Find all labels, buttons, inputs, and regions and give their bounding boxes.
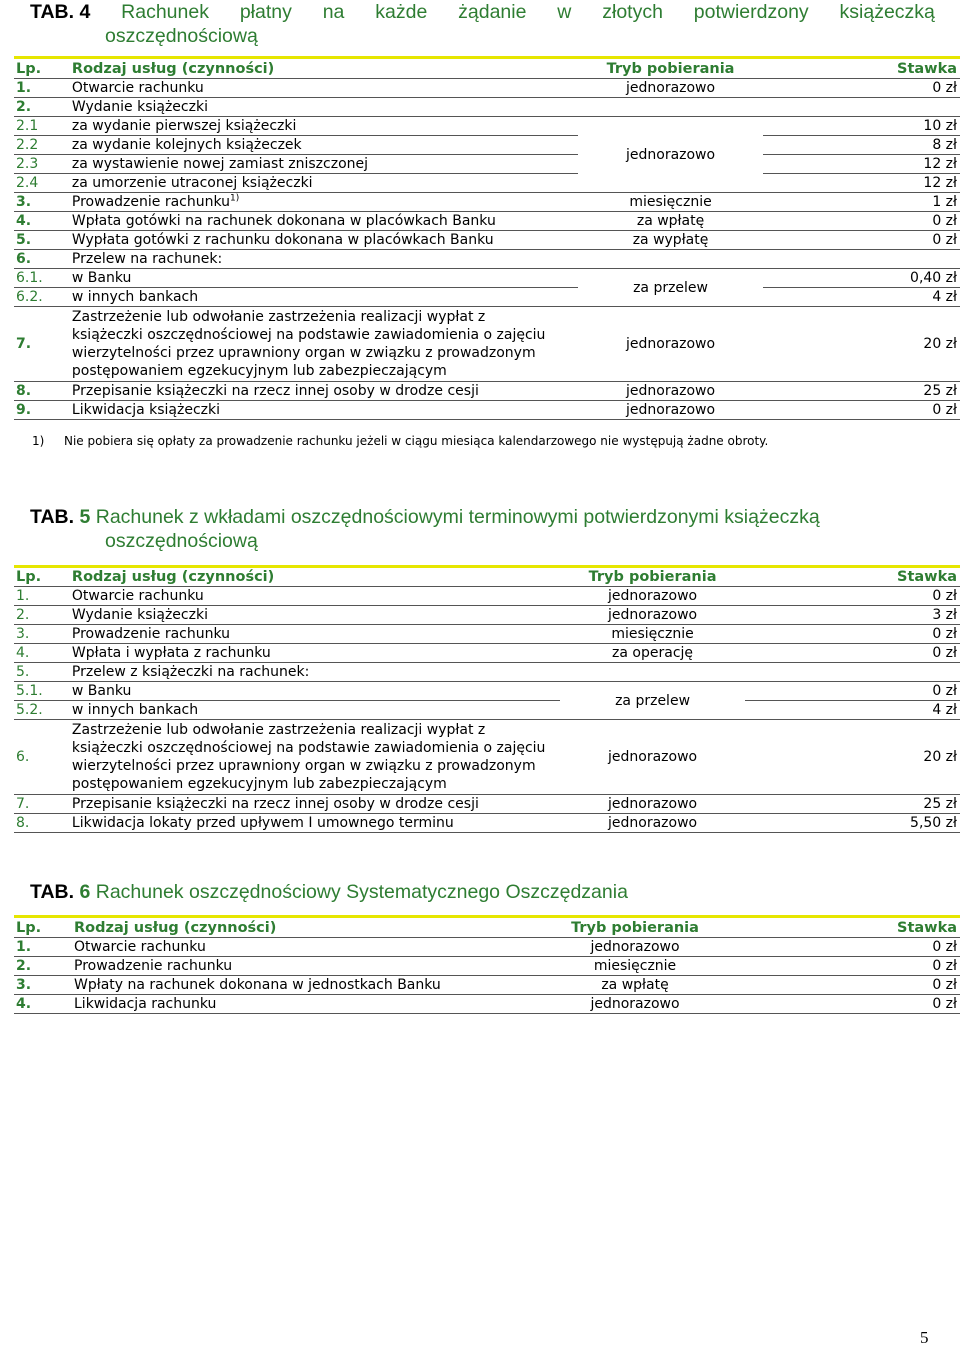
row-service: za umorzenie utraconej książeczki <box>70 174 578 193</box>
row-rate: 5,50 zł <box>745 814 960 833</box>
row-lp: 7. <box>14 795 70 814</box>
row-mode: miesięcznie <box>560 625 746 644</box>
row-rate: 0 zł <box>763 231 960 250</box>
table-row <box>14 250 960 269</box>
row-service: w Banku <box>70 682 560 701</box>
tab6-table <box>14 919 960 1014</box>
row-lp: 4. <box>14 212 70 231</box>
tab5-title-line2: oszczędnościową <box>105 530 258 552</box>
row-rate: 25 zł <box>745 795 960 814</box>
row-service: Wydanie książeczki <box>70 606 560 625</box>
row-rate: 0 zł <box>763 79 960 98</box>
row-mode: jednorazowo <box>578 79 764 98</box>
table-row <box>14 587 960 606</box>
header-lp: Lp. <box>14 60 70 79</box>
row-mode: za wypłatę <box>578 231 764 250</box>
row-service: Zastrzeżenie lub odwołanie zastrzeżenia realizacji wypłat z książeczki oszczędnościowej na podstawie zawiadomienia o zajęciu wierzytelności przez uprawniony organ w związku z prowadzonym postępowaniem egzekucyjnym lub zabezpieczającym <box>70 720 560 795</box>
row-lp: 6. <box>14 250 70 269</box>
row-mode: jednorazowo <box>542 995 728 1014</box>
row-lp: 3. <box>14 193 70 212</box>
table-row <box>14 644 960 663</box>
table-row <box>14 288 960 307</box>
row-mode: jednorazowo <box>560 795 746 814</box>
row-service: Otwarcie rachunku <box>72 938 542 957</box>
header-mode: Tryb pobierania <box>542 919 728 938</box>
header-lp: Lp. <box>14 919 72 938</box>
row-rate: 20 zł <box>763 307 960 382</box>
table-row <box>14 307 960 382</box>
tab6-header-bar <box>14 915 960 918</box>
row-mode <box>560 663 746 682</box>
row-mode: za operację <box>560 644 746 663</box>
row-service: Przelew na rachunek: <box>70 250 578 269</box>
row-rate: 0 zł <box>728 938 960 957</box>
tab5-table <box>14 568 960 833</box>
table-row <box>14 957 960 976</box>
tab4-title-word: płatny <box>239 1 292 23</box>
tab4-title-word: w <box>557 1 572 23</box>
tab6-title-text: Rachunek oszczędnościowy Systematycznego Oszczędzania <box>95 881 628 903</box>
row-service: Likwidacja książeczki <box>70 401 578 420</box>
tab4-title-word: książeczką <box>839 1 935 23</box>
row-rate: 0,40 zł <box>763 269 960 288</box>
row-rate <box>745 663 960 682</box>
row-service: Otwarcie rachunku <box>70 79 578 98</box>
row-lp: 2.3 <box>14 155 70 174</box>
row-service: w Banku <box>70 269 578 288</box>
tab4-title-word: Rachunek <box>121 1 209 23</box>
tab5-title <box>30 505 935 553</box>
row-lp: 6.2. <box>14 288 70 307</box>
table-row <box>14 814 960 833</box>
header-rate: Stawka <box>728 919 960 938</box>
row-lp: 1. <box>14 79 70 98</box>
row-rate <box>763 98 960 117</box>
table-row <box>14 174 960 193</box>
row-lp: 8. <box>14 382 70 401</box>
row-rate: 0 zł <box>763 212 960 231</box>
row-mode-merged: jednorazowo <box>578 117 764 193</box>
row-mode: za wpłatę <box>542 976 728 995</box>
table-row <box>14 231 960 250</box>
row-lp: 5. <box>14 231 70 250</box>
row-mode: jednorazowo <box>560 814 746 833</box>
row-rate: 8 zł <box>763 136 960 155</box>
tab4-header-row <box>14 60 960 79</box>
row-service: Likwidacja lokaty przed upływem I umownego terminu <box>70 814 560 833</box>
row-lp: 5. <box>14 663 70 682</box>
row-rate: 12 zł <box>763 174 960 193</box>
table-row <box>14 401 960 420</box>
row-lp: 2. <box>14 606 70 625</box>
tab4-title-word: na <box>322 1 345 23</box>
table-row <box>14 938 960 957</box>
table-row <box>14 995 960 1014</box>
row-service: Otwarcie rachunku <box>70 587 560 606</box>
row-mode: jednorazowo <box>560 587 746 606</box>
table-row <box>14 606 960 625</box>
footnote-text: Nie pobiera się opłaty za prowadzenie rachunku jeżeli w ciągu miesiąca kalendarzowego nie występują żadne obroty. <box>64 434 769 448</box>
table-row <box>14 382 960 401</box>
row-lp: 2.1 <box>14 117 70 136</box>
row-mode-merged: za przelew <box>578 269 764 307</box>
row-service: Prowadzenie rachunku <box>70 625 560 644</box>
table-row <box>14 701 960 720</box>
tab4-number: TAB. 4 <box>30 1 91 23</box>
row-lp: 9. <box>14 401 70 420</box>
row-service: Prowadzenie rachunku <box>72 957 542 976</box>
header-service: Rodzaj usług (czynności) <box>70 568 560 587</box>
tab4-title <box>30 0 935 48</box>
tab4-title-word: potwierdzony <box>693 1 809 23</box>
table-row <box>14 212 960 231</box>
row-mode: jednorazowo <box>542 938 728 957</box>
tab6-num: 6 <box>79 881 91 903</box>
row-mode: miesięcznie <box>542 957 728 976</box>
row-rate: 25 zł <box>763 382 960 401</box>
table-row <box>14 269 960 288</box>
header-mode: Tryb pobierania <box>560 568 746 587</box>
footnote-ref: 1) <box>230 193 240 204</box>
row-lp: 5.1. <box>14 682 70 701</box>
row-mode: jednorazowo <box>578 401 764 420</box>
row-rate: 0 zł <box>728 995 960 1014</box>
tab5-number: TAB. <box>30 506 75 528</box>
tab4-table <box>14 60 960 420</box>
row-lp: 6.1. <box>14 269 70 288</box>
tab5-title-line1: Rachunek z wkładami oszczędnościowymi terminowymi potwierdzonymi książeczką <box>95 506 820 528</box>
row-lp: 2. <box>14 957 72 976</box>
row-lp: 6. <box>14 720 70 795</box>
table-row <box>14 795 960 814</box>
row-rate: 4 zł <box>745 701 960 720</box>
row-mode: za wpłatę <box>578 212 764 231</box>
header-mode: Tryb pobierania <box>578 60 764 79</box>
tab4-title-line2: oszczędnościową <box>105 25 258 47</box>
table-row <box>14 136 960 155</box>
row-rate: 0 zł <box>745 625 960 644</box>
row-service: Likwidacja rachunku <box>72 995 542 1014</box>
row-lp: 3. <box>14 976 72 995</box>
row-lp: 2.2 <box>14 136 70 155</box>
header-service: Rodzaj usług (czynności) <box>70 60 578 79</box>
row-service: Wpłata gotówki na rachunek dokonana w placówkach Banku <box>70 212 578 231</box>
row-rate: 4 zł <box>763 288 960 307</box>
row-service: Przepisanie książeczki na rzecz innej osoby w drodze cesji <box>70 382 578 401</box>
row-mode: miesięcznie <box>578 193 764 212</box>
tab4-title-word: złotych <box>602 1 663 23</box>
row-service: Przepisanie książeczki na rzecz innej osoby w drodze cesji <box>70 795 560 814</box>
row-service: w innych bankach <box>70 701 560 720</box>
row-service: za wydanie pierwszej książeczki <box>70 117 578 136</box>
row-lp: 7. <box>14 307 70 382</box>
row-service-text: Prowadzenie rachunku <box>71 194 231 210</box>
row-lp: 2. <box>14 98 70 117</box>
table-row <box>14 663 960 682</box>
row-lp: 4. <box>14 995 72 1014</box>
row-mode: jednorazowo <box>578 307 764 382</box>
tab5-header-row <box>14 568 960 587</box>
row-mode: jednorazowo <box>560 606 746 625</box>
row-lp: 1. <box>14 938 72 957</box>
tab4-title-word: każde <box>375 1 428 23</box>
table-row <box>14 155 960 174</box>
row-rate: 10 zł <box>763 117 960 136</box>
row-rate: 0 zł <box>745 682 960 701</box>
row-service: w innych bankach <box>70 288 578 307</box>
page-number: 5 <box>920 1328 929 1347</box>
row-mode <box>578 250 764 269</box>
table-row <box>14 79 960 98</box>
tab6-number: TAB. <box>30 881 75 903</box>
tab6-title <box>30 880 935 904</box>
header-rate: Stawka <box>745 568 960 587</box>
footnote <box>32 434 768 448</box>
row-rate: 0 zł <box>728 957 960 976</box>
row-rate: 0 zł <box>745 644 960 663</box>
row-lp: 8. <box>14 814 70 833</box>
header-service: Rodzaj usług (czynności) <box>72 919 542 938</box>
table-row <box>14 682 960 701</box>
table-row <box>14 193 960 212</box>
row-service: Wypłata gotówki z rachunku dokonana w placówkach Banku <box>70 231 578 250</box>
header-rate: Stawka <box>763 60 960 79</box>
row-rate: 20 zł <box>745 720 960 795</box>
row-rate: 1 zł <box>763 193 960 212</box>
row-service: Zastrzeżenie lub odwołanie zastrzeżenia realizacji wypłat z książeczki oszczędnościowej na podstawie zawiadomienia o zajęciu wierzytelności przez uprawniony organ w związku z prowadzonym postępowaniem egzekucyjnym lub zabezpieczającym <box>70 307 578 382</box>
table-row <box>14 98 960 117</box>
row-lp: 3. <box>14 625 70 644</box>
tab4-title-word: żądanie <box>458 1 527 23</box>
tab4-header-bar <box>14 56 960 59</box>
row-mode: jednorazowo <box>560 720 746 795</box>
table-row <box>14 976 960 995</box>
row-lp: 2.4 <box>14 174 70 193</box>
row-service: za wydanie kolejnych książeczek <box>70 136 578 155</box>
row-service: Wydanie książeczki <box>70 98 578 117</box>
row-service: Wpłata i wypłata z rachunku <box>70 644 560 663</box>
row-lp: 4. <box>14 644 70 663</box>
table-row <box>14 117 960 136</box>
row-rate: 0 zł <box>763 401 960 420</box>
row-rate: 12 zł <box>763 155 960 174</box>
row-rate <box>763 250 960 269</box>
row-mode-merged: za przelew <box>560 682 746 720</box>
row-lp: 1. <box>14 587 70 606</box>
table-row <box>14 625 960 644</box>
row-service <box>70 193 578 212</box>
row-service: Przelew z książeczki na rachunek: <box>70 663 560 682</box>
row-rate: 0 zł <box>728 976 960 995</box>
tab5-num: 5 <box>79 506 91 528</box>
row-rate: 3 zł <box>745 606 960 625</box>
row-mode <box>578 98 764 117</box>
row-service: za wystawienie nowej zamiast zniszczonej <box>70 155 578 174</box>
tab6-header-row <box>14 919 960 938</box>
row-mode: jednorazowo <box>578 382 764 401</box>
table-row <box>14 720 960 795</box>
row-lp: 5.2. <box>14 701 70 720</box>
footnote-label: 1) <box>32 434 45 448</box>
header-lp: Lp. <box>14 568 70 587</box>
row-rate: 0 zł <box>745 587 960 606</box>
row-service: Wpłaty na rachunek dokonana w jednostkach Banku <box>72 976 542 995</box>
